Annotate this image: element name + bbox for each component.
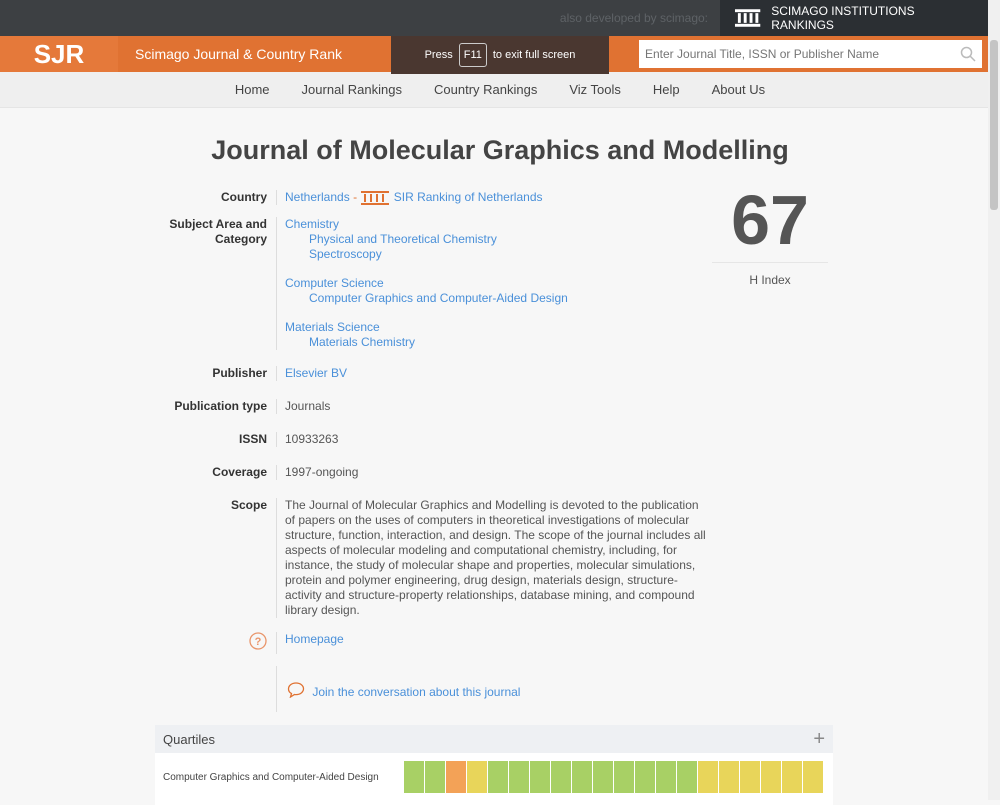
category-link[interactable]: Materials Chemistry [309,335,416,349]
conversation-link[interactable]: Join the conversation about this journal [312,685,521,699]
country-label: Country [221,190,267,204]
quartile-cell[interactable] [740,761,760,793]
quartile-cell[interactable] [509,761,529,793]
subject-area-link[interactable]: Materials Science [285,320,380,334]
category-link[interactable]: Spectroscopy [309,247,382,261]
quartile-cell[interactable] [614,761,634,793]
quartile-cell[interactable] [782,761,802,793]
f11-press-text: Press [424,49,453,61]
expand-icon[interactable]: + [813,727,825,750]
nav-viz-tools[interactable]: Viz Tools [569,82,621,97]
nav-home[interactable]: Home [234,82,270,97]
quartile-cells [404,761,824,793]
also-developed-text: also developed by scimago: [559,11,708,25]
scope-label: Scope [230,498,267,512]
quartile-cell[interactable] [593,761,613,793]
quartile-category: Computer Graphics and Computer-Aided Design [163,771,379,783]
help-icon[interactable] [249,632,267,650]
top-bar [0,0,1000,36]
quartile-cell[interactable] [635,761,655,793]
sir-country-link[interactable]: SIR Ranking of Netherlands [393,190,543,204]
sjr-logo[interactable]: SJR [0,36,118,72]
coverage-label: Coverage [212,465,267,479]
main-nav [0,72,1000,108]
quartiles-panel [155,725,833,805]
sir-label: SCIMAGO INSTITUTIONS RANKINGS [771,4,915,32]
quartile-cell[interactable] [761,761,781,793]
quartile-cell[interactable] [572,761,592,793]
search-input[interactable] [645,47,960,61]
scope-value: The Journal of Molecular Graphics and Modelling is devoted to the publication of papers on the uses of computers in theoretical investigations of molecular structure, function, interaction, and design. The scope of the journal includes all aspects of molecular modeling and computational chemistry, including, for instance, the study of molecular shape and properties, molecular simulations, protein and polymer engineering, drug design, materials design, structure-activity and structure-property relationships, database mining, and compound library design. [276,498,710,618]
search-box [639,40,982,68]
subject-area-link[interactable]: Chemistry [285,217,340,231]
institution-icon [734,9,761,27]
sir-icon [360,191,390,205]
category-link[interactable]: Computer Graphics and Computer-Aided Design [309,291,568,305]
quartile-cell[interactable] [698,761,718,793]
comment-icon [287,682,305,698]
f11-key: F11 [459,43,487,67]
issn-value: 10933263 [276,432,710,447]
nav-journal-rankings[interactable]: Journal Rankings [301,82,402,97]
nav-help[interactable]: Help [652,82,680,97]
pubtype-label: Publication type [174,399,267,413]
scrollbar[interactable] [988,0,1000,800]
h-index-label: H Index [749,273,791,287]
publisher-label: Publisher [212,366,267,380]
quartile-cell[interactable] [467,761,487,793]
h-index [712,180,828,287]
scrollbar-thumb[interactable] [990,40,998,210]
subject-label: Subject Area and Category [169,217,267,246]
pubtype-value: Journals [276,399,710,414]
header [0,36,1000,72]
page-title: Journal of Molecular Graphics and Modelling [211,135,789,165]
quartile-cell[interactable] [488,761,508,793]
country-link[interactable]: Netherlands [285,190,350,204]
quartile-cell[interactable] [425,761,445,793]
subject-area-link[interactable]: Computer Science [285,276,384,290]
fullscreen-notice [391,36,609,74]
category-link[interactable]: Physical and Theoretical Chemistry [309,232,497,246]
quartile-cell[interactable] [803,761,823,793]
quartile-cell[interactable] [656,761,676,793]
quartile-cell[interactable] [551,761,571,793]
brand-link[interactable]: Scimago Journal & Country Rank [135,46,342,62]
sir-link[interactable] [720,0,1000,36]
search-icon[interactable] [960,46,976,62]
h-index-value: 67 [731,181,809,259]
quartile-cell[interactable] [530,761,550,793]
nav-about-us[interactable]: About Us [711,82,766,97]
f11-rest-text: to exit full screen [492,49,576,61]
nav-country-rankings[interactable]: Country Rankings [434,82,538,97]
issn-label: ISSN [238,432,267,446]
quartile-cell[interactable] [446,761,466,793]
svg-text:?: ? [254,636,262,648]
quartiles-title: Quartiles [163,731,216,747]
quartile-cell[interactable] [719,761,739,793]
coverage-value: 1997-ongoing [276,465,710,480]
quartile-cell[interactable] [404,761,424,793]
homepage-link[interactable]: Homepage [285,632,344,646]
publisher-link[interactable]: Elsevier BV [285,366,348,380]
journal-info: Country Netherlands - SIR Ranking of Netherlands Subject Area and Category Chemistry Physical and Theoretical Chemistry Spectroscopy Computer Science Computer Graphics and Computer-Aided Design Materials Science Materials Chemistry Publisher Elsevier BV Publication type Journals ISSN 10933263 Coverage 1997-ongoing Scope The Journal of Molecular Graphics and Modelling is devoted to the publication of papers on the uses of computers in theoretical investigations of molecular structure, function, interaction, and design. The scope of the journal includes all aspects of molecular modeling and computational chemistry, including, for instance, the study of molecular shape and properties, molecular simulations, protein and polymer engineering, drug design, materials design, structure-activity and structure-property relationships, database mining, and compound library design. ? Homepage Join the conversation about this journal [150,190,710,712]
quartile-cell[interactable] [677,761,697,793]
